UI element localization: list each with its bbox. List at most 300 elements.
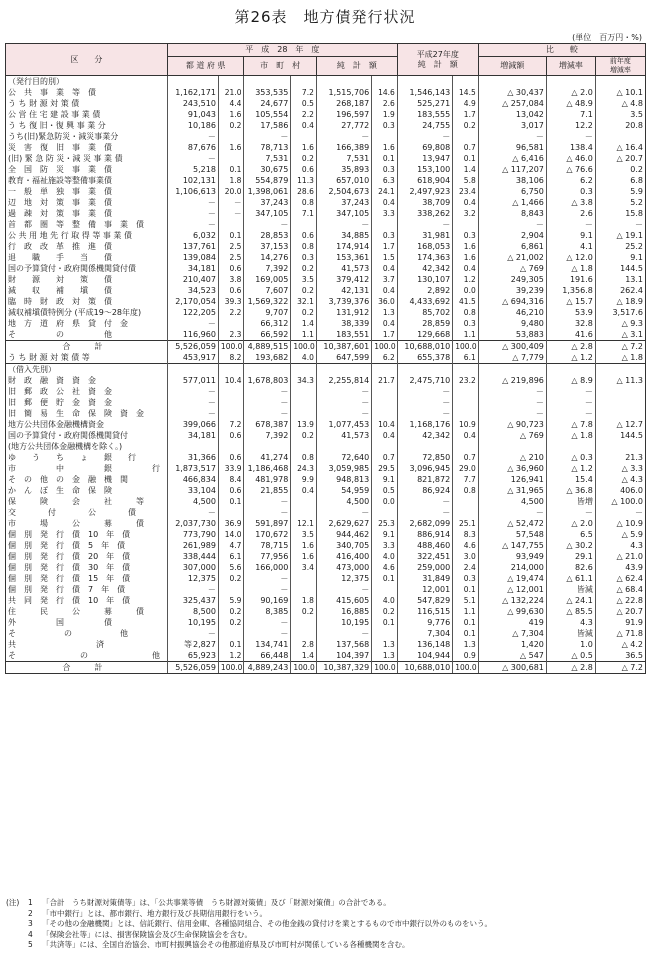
table-row <box>6 186 646 197</box>
cell-col-1: 122,205 <box>167 307 218 318</box>
cell-col-8: 0.9 <box>453 650 479 662</box>
cell-col-5: 647,599 <box>316 352 371 364</box>
cell-col-4: 3.5 <box>291 529 317 540</box>
cell-col-4: 0.3 <box>291 252 317 263</box>
cell-col-2: 0.1 <box>218 639 244 650</box>
cell-col-4: 28.6 <box>291 186 317 197</box>
cell-col-5: 944,462 <box>316 529 371 540</box>
cell-col-9: △ 12,001 <box>478 584 546 595</box>
cell-col-4 <box>291 496 317 507</box>
cell-col-3 <box>244 441 291 452</box>
cell-col-4: 0.2 <box>291 263 317 274</box>
note-number: 4 <box>28 929 33 939</box>
cell-col-4: 12.1 <box>291 518 317 529</box>
cell-col-5: 153,361 <box>316 252 371 263</box>
table-body <box>6 76 646 674</box>
table-row <box>6 529 646 540</box>
cell-col-5: 131,912 <box>316 307 371 318</box>
cell-col-8: 0.7 <box>453 452 479 463</box>
cell-col-10: △ 46.0 <box>546 153 595 164</box>
cell-col-8: 6.1 <box>453 352 479 364</box>
cell-col-6: 0.4 <box>372 197 398 208</box>
cell-col-8: 0.8 <box>453 307 479 318</box>
row-label: 地 方 道 府 県 貸 付 金 <box>6 318 168 329</box>
table-row <box>6 318 646 329</box>
cell-col-7: 547,829 <box>397 595 452 606</box>
cell-col-3: 169,005 <box>244 274 291 285</box>
cell-col-1: 33,104 <box>167 485 218 496</box>
cell-col-10: 4.3 <box>546 617 595 628</box>
cell-col-4: 2.2 <box>291 109 317 120</box>
cell-col-11: 3,517.6 <box>595 307 645 318</box>
cell-col-11: 0.2 <box>595 164 645 175</box>
cell-col-4: 7.2 <box>291 87 317 98</box>
cell-col-1: 12,375 <box>167 573 218 584</box>
cell-col-2: 0.1 <box>218 496 244 507</box>
cell-col-2 <box>218 219 244 230</box>
cell-col-3: 105,554 <box>244 109 291 120</box>
cell-col-4 <box>291 386 317 397</box>
cell-col-10: － <box>546 131 595 142</box>
cell-col-1 <box>167 76 218 88</box>
cell-col-6 <box>372 364 398 376</box>
cell-col-4: 0.2 <box>291 430 317 441</box>
cell-col-6: 21.7 <box>372 375 398 386</box>
cell-col-11: △ 18.9 <box>595 296 645 307</box>
cell-col-4 <box>291 131 317 142</box>
cell-col-5: 1,515,706 <box>316 87 371 98</box>
cell-col-4: 13.9 <box>291 419 317 430</box>
cell-col-3: 1,398,061 <box>244 186 291 197</box>
cell-col-10: 1,356.8 <box>546 285 595 296</box>
row-label: 旧 郵 政 公 社 資 金 <box>6 386 168 397</box>
cell-col-9: － <box>478 507 546 518</box>
table-row <box>6 109 646 120</box>
cell-col-5: － <box>316 219 371 230</box>
cell-col-6: 6.3 <box>372 175 398 186</box>
table-row <box>6 263 646 274</box>
cell-col-8: 0.4 <box>453 430 479 441</box>
cell-col-4: 11.3 <box>291 175 317 186</box>
cell-col-3: 14,276 <box>244 252 291 263</box>
cell-col-10: △ 61.1 <box>546 573 595 584</box>
header-municipality: 市 町 村 <box>244 57 316 76</box>
cell-col-6 <box>372 386 398 397</box>
cell-col-9: 1,420 <box>478 639 546 650</box>
cell-col-4: 1.6 <box>291 540 317 551</box>
cell-col-9: △ 21,002 <box>478 252 546 263</box>
cell-col-4: 0.4 <box>291 120 317 131</box>
cell-col-2: 33.9 <box>218 463 244 474</box>
cell-col-8 <box>453 76 479 88</box>
cell-col-2: 2.5 <box>218 241 244 252</box>
cell-col-4: 0.2 <box>291 606 317 617</box>
cell-col-2 <box>218 408 244 419</box>
cell-col-5: 72,640 <box>316 452 371 463</box>
cell-col-5: 2,255,814 <box>316 375 371 386</box>
cell-col-6 <box>372 441 398 452</box>
cell-col-2: 1.6 <box>218 109 244 120</box>
note-prefix: (注) <box>6 898 20 907</box>
cell-col-1: 773,790 <box>167 529 218 540</box>
cell-col-3 <box>244 76 291 88</box>
cell-col-1: 31,366 <box>167 452 218 463</box>
cell-col-6: 100.0 <box>372 662 398 674</box>
cell-col-3: － <box>244 386 291 397</box>
row-label: そ の 他 <box>6 329 168 341</box>
cell-col-5: 166,389 <box>316 142 371 153</box>
cell-col-3: 37,153 <box>244 241 291 252</box>
row-label: 個 別 発 行 債 7 年 債 <box>6 584 168 595</box>
cell-col-7: － <box>397 408 452 419</box>
cell-col-4: 1.4 <box>291 650 317 662</box>
cell-col-5: 174,914 <box>316 241 371 252</box>
cell-col-10 <box>546 76 595 88</box>
cell-col-10: － <box>546 219 595 230</box>
cell-col-3: 1,569,322 <box>244 296 291 307</box>
row-label: 市 中 銀 行 <box>6 463 168 474</box>
cell-col-6: 0.4 <box>372 318 398 329</box>
cell-col-2: 2.2 <box>218 307 244 318</box>
cell-col-1: 338,444 <box>167 551 218 562</box>
cell-col-7: 488,460 <box>397 540 452 551</box>
cell-col-2: 0.2 <box>218 617 244 628</box>
cell-col-8: 7.7 <box>453 474 479 485</box>
cell-col-8: 100.0 <box>453 341 479 353</box>
header-increase-amount: 増減額 <box>478 57 546 76</box>
cell-col-7: 72,850 <box>397 452 452 463</box>
cell-col-9: △ 257,084 <box>478 98 546 109</box>
cell-col-7: 38,709 <box>397 197 452 208</box>
cell-col-4 <box>291 584 317 595</box>
cell-col-1: 1,106,613 <box>167 186 218 197</box>
cell-col-5: 196,597 <box>316 109 371 120</box>
cell-col-3: － <box>244 131 291 142</box>
cell-col-5: 379,412 <box>316 274 371 285</box>
cell-col-11: △ 4.3 <box>595 474 645 485</box>
cell-col-7: 86,924 <box>397 485 452 496</box>
cell-col-9: 6,861 <box>478 241 546 252</box>
cell-col-4: 0.2 <box>291 285 317 296</box>
cell-col-8: 41.5 <box>453 296 479 307</box>
row-label: 一 般 単 独 事 業 債 <box>6 186 168 197</box>
cell-col-9: － <box>478 131 546 142</box>
cell-col-9: △ 7,304 <box>478 628 546 639</box>
note-text: 「合計 うち財源対策債等」は、「公共事業等債 うち財源対策債」及び「財源対策債」の合計である。 <box>42 898 391 907</box>
cell-col-8: 1.4 <box>453 164 479 175</box>
table-row <box>6 441 646 452</box>
cell-col-5: 37,243 <box>316 197 371 208</box>
header-prev-increase-rate: 前年度 増減率 <box>595 57 645 76</box>
cell-col-11: △ 22.8 <box>595 595 645 606</box>
section-row <box>6 364 646 376</box>
cell-col-2: － <box>218 197 244 208</box>
cell-col-6 <box>372 408 398 419</box>
cell-col-11: 3.5 <box>595 109 645 120</box>
cell-col-6: 0.5 <box>372 485 398 496</box>
cell-col-5: 27,772 <box>316 120 371 131</box>
row-label: ゆ う ち ょ 銀 行 <box>6 452 168 463</box>
note-text: 「その他の金融機関」とは、信託銀行、信用金庫、各種協同組合、その他金銭の貸付けを業とするもので市中銀行以外のものをいう。 <box>42 919 492 928</box>
header-increase-rate: 増減率 <box>546 57 595 76</box>
cell-col-10: － <box>546 397 595 408</box>
cell-col-7: － <box>397 496 452 507</box>
cell-col-11 <box>595 364 645 376</box>
cell-col-6: 1.7 <box>372 241 398 252</box>
cell-col-8: 100.0 <box>453 662 479 674</box>
row-label: そ の 他 <box>6 628 168 639</box>
cell-col-9: 6,750 <box>478 186 546 197</box>
cell-col-2: 100.0 <box>218 341 244 353</box>
cell-col-4 <box>291 397 317 408</box>
table-row <box>6 252 646 263</box>
note-item <box>6 919 646 930</box>
cell-col-9: 9,480 <box>478 318 546 329</box>
row-label: 交 付 公 債 <box>6 507 168 518</box>
cell-col-10: △ 2.0 <box>546 518 595 529</box>
cell-col-1: － <box>167 628 218 639</box>
cell-col-1: 399,066 <box>167 419 218 430</box>
cell-col-1: 325,437 <box>167 595 218 606</box>
row-label: 地方公共団体金融機構資金 <box>6 419 168 430</box>
cell-col-3: 7,607 <box>244 285 291 296</box>
cell-col-6: 0.3 <box>372 164 398 175</box>
row-label: 共 同 発 行 債 10 年 債 <box>6 595 168 606</box>
row-label: 旧 簡 易 生 命 保 険 資 金 <box>6 408 168 419</box>
cell-col-4: 0.2 <box>291 307 317 318</box>
cell-col-7: 24,755 <box>397 120 452 131</box>
cell-col-10: △ 3.8 <box>546 197 595 208</box>
table-row <box>6 419 646 430</box>
cell-col-5: 10,387,601 <box>316 341 371 353</box>
row-label: (地方公共団体金融機構を除く。) <box>6 441 168 452</box>
cell-col-10: 41.6 <box>546 329 595 341</box>
cell-col-10: 15.4 <box>546 474 595 485</box>
notes <box>6 898 646 951</box>
cell-col-5: 12,375 <box>316 573 371 584</box>
cell-col-8: 1.6 <box>453 252 479 263</box>
cell-col-4: 0.8 <box>291 197 317 208</box>
row-label: 個 別 発 行 債 5 年 債 <box>6 540 168 551</box>
cell-col-3: － <box>244 496 291 507</box>
cell-col-3: 554,879 <box>244 175 291 186</box>
cell-col-7: 28,859 <box>397 318 452 329</box>
cell-col-7: － <box>397 131 452 142</box>
table-row <box>6 628 646 639</box>
cell-col-9: － <box>478 219 546 230</box>
cell-col-8: 1.1 <box>453 606 479 617</box>
cell-col-3: 78,715 <box>244 540 291 551</box>
table-row <box>6 430 646 441</box>
row-label: 辺 地 対 策 事 業 債 <box>6 197 168 208</box>
cell-col-1: 10,186 <box>167 120 218 131</box>
cell-col-10: △ 1.8 <box>546 263 595 274</box>
cell-col-7: 174,363 <box>397 252 452 263</box>
cell-col-2: 0.6 <box>218 285 244 296</box>
cell-col-8: 4.6 <box>453 540 479 551</box>
cell-col-3: 170,672 <box>244 529 291 540</box>
cell-col-10 <box>546 441 595 452</box>
cell-col-6: 9.1 <box>372 529 398 540</box>
cell-col-7: 116,515 <box>397 606 452 617</box>
cell-col-11 <box>595 397 645 408</box>
cell-col-7: 886,914 <box>397 529 452 540</box>
cell-col-5: 42,131 <box>316 285 371 296</box>
cell-col-11: 91.9 <box>595 617 645 628</box>
table-row <box>6 175 646 186</box>
cell-col-5: － <box>316 386 371 397</box>
cell-col-11: △ 20.7 <box>595 153 645 164</box>
table-row <box>6 496 646 507</box>
cell-col-7: 525,271 <box>397 98 452 109</box>
cell-col-3: 37,243 <box>244 197 291 208</box>
cell-col-10: 1.0 <box>546 639 595 650</box>
cell-col-5: － <box>316 408 371 419</box>
cell-col-9: △ 31,965 <box>478 485 546 496</box>
cell-col-4: 0.6 <box>291 164 317 175</box>
cell-col-4: 0.8 <box>291 452 317 463</box>
row-label: 個 別 発 行 債 10 年 債 <box>6 529 168 540</box>
table-row <box>6 485 646 496</box>
cell-col-3: 678,387 <box>244 419 291 430</box>
cell-col-7 <box>397 441 452 452</box>
cell-col-8: 5.8 <box>453 175 479 186</box>
cell-col-3: 347,105 <box>244 208 291 219</box>
section-row <box>6 76 646 88</box>
cell-col-1: － <box>167 318 218 329</box>
cell-col-10: － <box>546 408 595 419</box>
cell-col-11 <box>595 386 645 397</box>
cell-col-10: △ 76.6 <box>546 164 595 175</box>
cell-col-8 <box>453 386 479 397</box>
table-row <box>6 650 646 662</box>
cell-col-9: 57,548 <box>478 529 546 540</box>
table-row <box>6 219 646 230</box>
cell-col-7: 130,107 <box>397 274 452 285</box>
cell-col-9: 53,883 <box>478 329 546 341</box>
cell-col-5 <box>316 364 371 376</box>
header-prefecture: 都 道 府 県 <box>167 57 244 76</box>
cell-col-7: 168,053 <box>397 241 452 252</box>
cell-col-1: － <box>167 408 218 419</box>
cell-col-1: 5,526,059 <box>167 662 218 674</box>
cell-col-4 <box>291 76 317 88</box>
cell-col-3: 21,855 <box>244 485 291 496</box>
cell-col-2: 3.8 <box>218 274 244 285</box>
cell-col-9: △ 694,316 <box>478 296 546 307</box>
cell-col-6: 4.0 <box>372 595 398 606</box>
cell-col-7: － <box>397 386 452 397</box>
cell-col-9: － <box>478 397 546 408</box>
cell-col-5: 1,077,453 <box>316 419 371 430</box>
row-label: 公 共 用 地 先 行 取 得 等 事 業 債 <box>6 230 168 241</box>
cell-col-6: 0.3 <box>372 120 398 131</box>
cell-col-1: － <box>167 131 218 142</box>
cell-col-9: △ 36,960 <box>478 463 546 474</box>
table-row <box>6 98 646 109</box>
cell-col-6: 25.3 <box>372 518 398 529</box>
cell-col-6: 1.3 <box>372 650 398 662</box>
cell-col-6 <box>372 507 398 518</box>
cell-col-4 <box>291 408 317 419</box>
cell-col-7: 10,688,010 <box>397 341 452 353</box>
cell-col-1: 116,960 <box>167 329 218 341</box>
note-number: 3 <box>28 919 33 928</box>
cell-col-1: 5,526,059 <box>167 341 218 353</box>
cell-col-11: △ 71.8 <box>595 628 645 639</box>
cell-col-10: △ 1.8 <box>546 430 595 441</box>
note-number: 1 <box>28 898 33 907</box>
table-row <box>6 573 646 584</box>
cell-col-8: 29.0 <box>453 463 479 474</box>
cell-col-2 <box>218 507 244 518</box>
cell-col-6: 1.7 <box>372 329 398 341</box>
cell-col-9: 249,305 <box>478 274 546 285</box>
cell-col-7: 259,000 <box>397 562 452 573</box>
cell-col-4 <box>291 628 317 639</box>
cell-col-7: 31,981 <box>397 230 452 241</box>
note-item <box>6 898 646 909</box>
cell-col-6: 24.1 <box>372 186 398 197</box>
cell-col-7: 2,682,099 <box>397 518 452 529</box>
table-row <box>6 241 646 252</box>
cell-col-6: 1.3 <box>372 639 398 650</box>
row-label: (旧) 緊 急 防 災・減 災 事 業 債 <box>6 153 168 164</box>
cell-col-9: 13,042 <box>478 109 546 120</box>
note-prefix <box>6 930 28 941</box>
cell-col-5: － <box>316 584 371 595</box>
cell-col-2: 10.4 <box>218 375 244 386</box>
cell-col-6: 2.6 <box>372 98 398 109</box>
cell-col-1: 577,011 <box>167 375 218 386</box>
cell-col-2: 14.0 <box>218 529 244 540</box>
cell-col-6: 1.5 <box>372 252 398 263</box>
cell-col-5: 38,339 <box>316 318 371 329</box>
cell-col-2: 0.6 <box>218 485 244 496</box>
cell-col-11: △ 10.9 <box>595 518 645 529</box>
table-row <box>6 474 646 485</box>
cell-col-3: 90,169 <box>244 595 291 606</box>
cell-col-8: 0.3 <box>453 230 479 241</box>
cell-col-4: 0.8 <box>291 241 317 252</box>
cell-col-8 <box>453 441 479 452</box>
row-label: 個 別 発 行 債 15 年 債 <box>6 573 168 584</box>
cell-col-8: 23.4 <box>453 186 479 197</box>
cell-col-4: 1.6 <box>291 551 317 562</box>
cell-col-6: 4.0 <box>372 551 398 562</box>
cell-col-9: △ 99,630 <box>478 606 546 617</box>
table-row <box>6 562 646 573</box>
cell-col-9: △ 52,472 <box>478 518 546 529</box>
row-label: 共 済 等 <box>6 639 168 650</box>
note-item <box>6 909 646 920</box>
cell-col-9 <box>478 441 546 452</box>
cell-col-6: 3.7 <box>372 274 398 285</box>
cell-col-1: － <box>167 197 218 208</box>
cell-col-10: △ 8.9 <box>546 375 595 386</box>
row-label: う ち 復 旧・復 興 事 業 分 <box>6 120 168 131</box>
cell-col-8: 0.7 <box>453 142 479 153</box>
cell-col-11: △ 68.4 <box>595 584 645 595</box>
cell-col-9: △ 769 <box>478 263 546 274</box>
table-row <box>6 386 646 397</box>
cell-col-2: 0.6 <box>218 430 244 441</box>
cell-col-8: 0.0 <box>453 285 479 296</box>
cell-col-3: － <box>244 584 291 595</box>
cell-col-3: 8,385 <box>244 606 291 617</box>
cell-col-6: 0.3 <box>372 230 398 241</box>
cell-col-3: 24,677 <box>244 98 291 109</box>
